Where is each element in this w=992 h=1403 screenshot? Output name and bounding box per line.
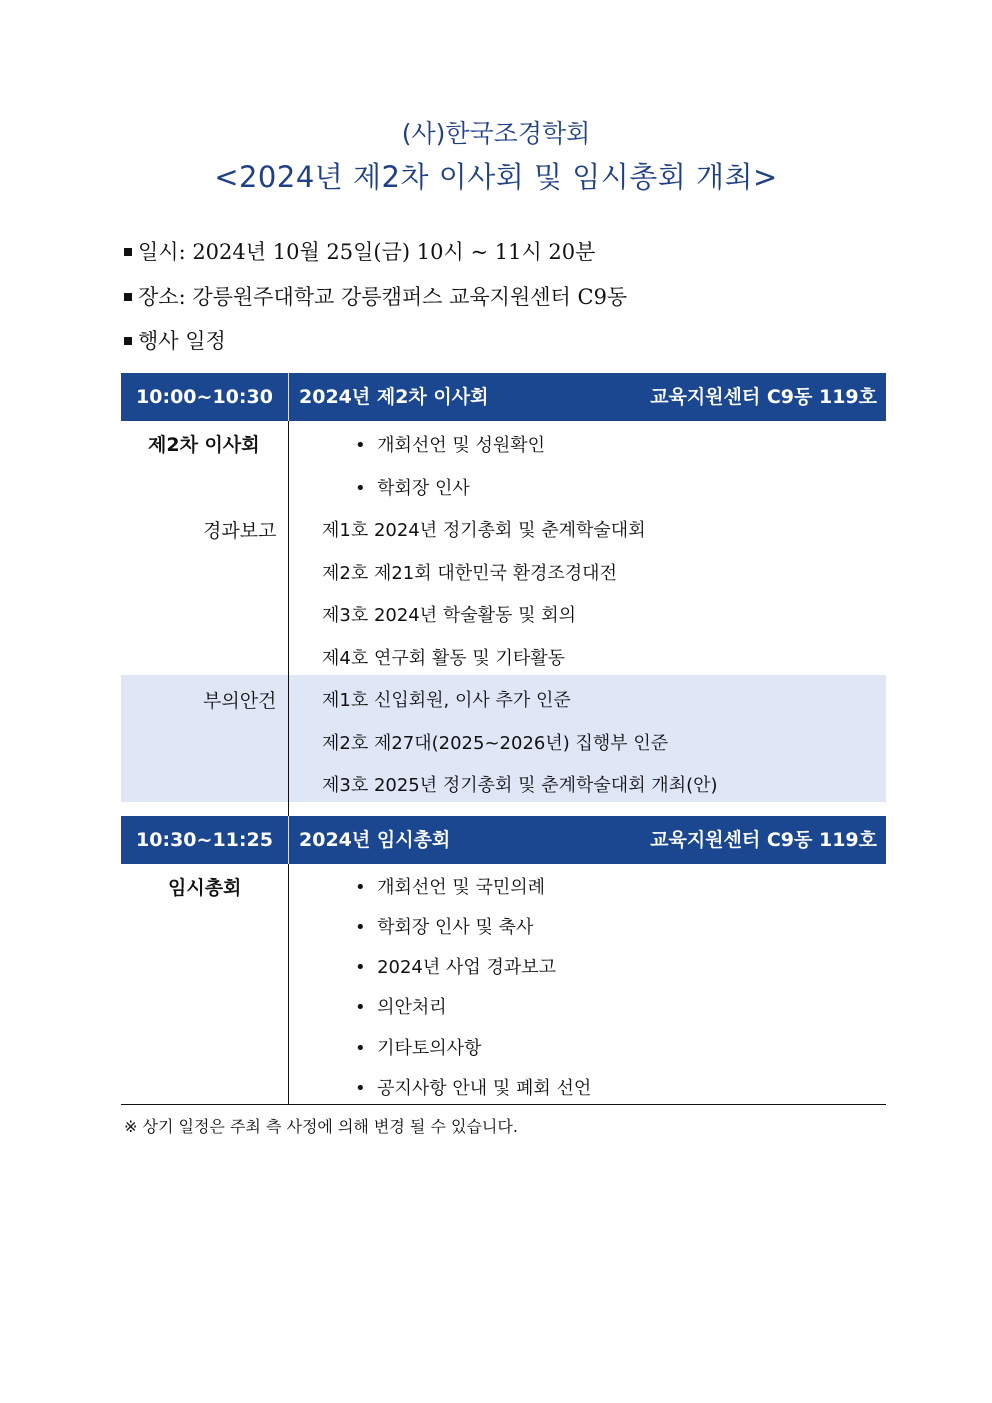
report-label: 경과보고 — [203, 520, 277, 542]
list-item: 제3호 2025년 정기총회 및 춘계학술대회 개최(안) — [322, 775, 718, 796]
list-item: • 2024년 사업 경과보고 — [355, 957, 557, 978]
list-item: 제1호 신입회원, 이사 추가 인준 — [322, 690, 571, 711]
list-item: 제2호 제21회 대한민국 환경조경대전 — [322, 563, 617, 584]
list-item: • 학회장 인사 — [355, 478, 470, 499]
list-item: • 학회장 인사 및 축사 — [355, 917, 534, 938]
list-item: 제3호 2024년 학술활동 및 회의 — [322, 605, 577, 626]
column-divider — [288, 421, 289, 816]
list-item: • 개회선언 및 국민의례 — [355, 877, 545, 898]
list-item: • 공지사항 안내 및 폐회 선언 — [355, 1078, 592, 1099]
list-item: 제4호 연구회 활동 및 기타활동 — [322, 648, 565, 669]
agenda-label: 부의안건 — [203, 690, 277, 712]
session1-label: 제2차 이사회 — [148, 434, 260, 456]
organization-name: (사)한국조경학회 — [401, 119, 591, 148]
session2-time: 10:30~11:25 — [136, 829, 273, 851]
session1-time: 10:00~10:30 — [136, 386, 273, 408]
session1-room: 교육지원센터 C9동 119호 — [650, 386, 877, 408]
session2-label: 임시총회 — [168, 877, 242, 899]
info-venue: 장소: 강릉원주대학교 강릉캠퍼스 교육지원센터 C9동 — [124, 281, 627, 311]
info-date: 일시: 2024년 10월 25일(금) 10시 ~ 11시 20분 — [124, 236, 595, 266]
session1-name: 2024년 제2차 이사회 — [299, 386, 489, 408]
square-bullet-icon — [124, 248, 132, 256]
session2-header — [121, 816, 886, 864]
list-item: • 기타토의사항 — [355, 1038, 482, 1059]
session2-name: 2024년 임시총회 — [299, 829, 451, 851]
list-item: • 개회선언 및 성원확인 — [355, 435, 545, 456]
list-item: • 의안처리 — [355, 997, 447, 1018]
session2-room: 교육지원센터 C9동 119호 — [650, 829, 877, 851]
footnote: ※ 상기 일정은 주최 측 사정에 의해 변경 될 수 있습니다. — [124, 1117, 518, 1136]
table-bottom-line — [121, 1104, 886, 1105]
document-title: <2024년 제2차 이사회 및 임시총회 개최> — [214, 160, 778, 194]
square-bullet-icon — [124, 337, 132, 345]
square-bullet-icon — [124, 293, 132, 301]
session1-header — [121, 373, 886, 421]
info-schedule: 행사 일정 — [124, 325, 226, 355]
list-item: 제1호 2024년 정기총회 및 춘계학술대회 — [322, 520, 646, 541]
column-divider — [288, 864, 289, 1104]
list-item: 제2호 제27대(2025~2026년) 집행부 인준 — [322, 733, 669, 754]
